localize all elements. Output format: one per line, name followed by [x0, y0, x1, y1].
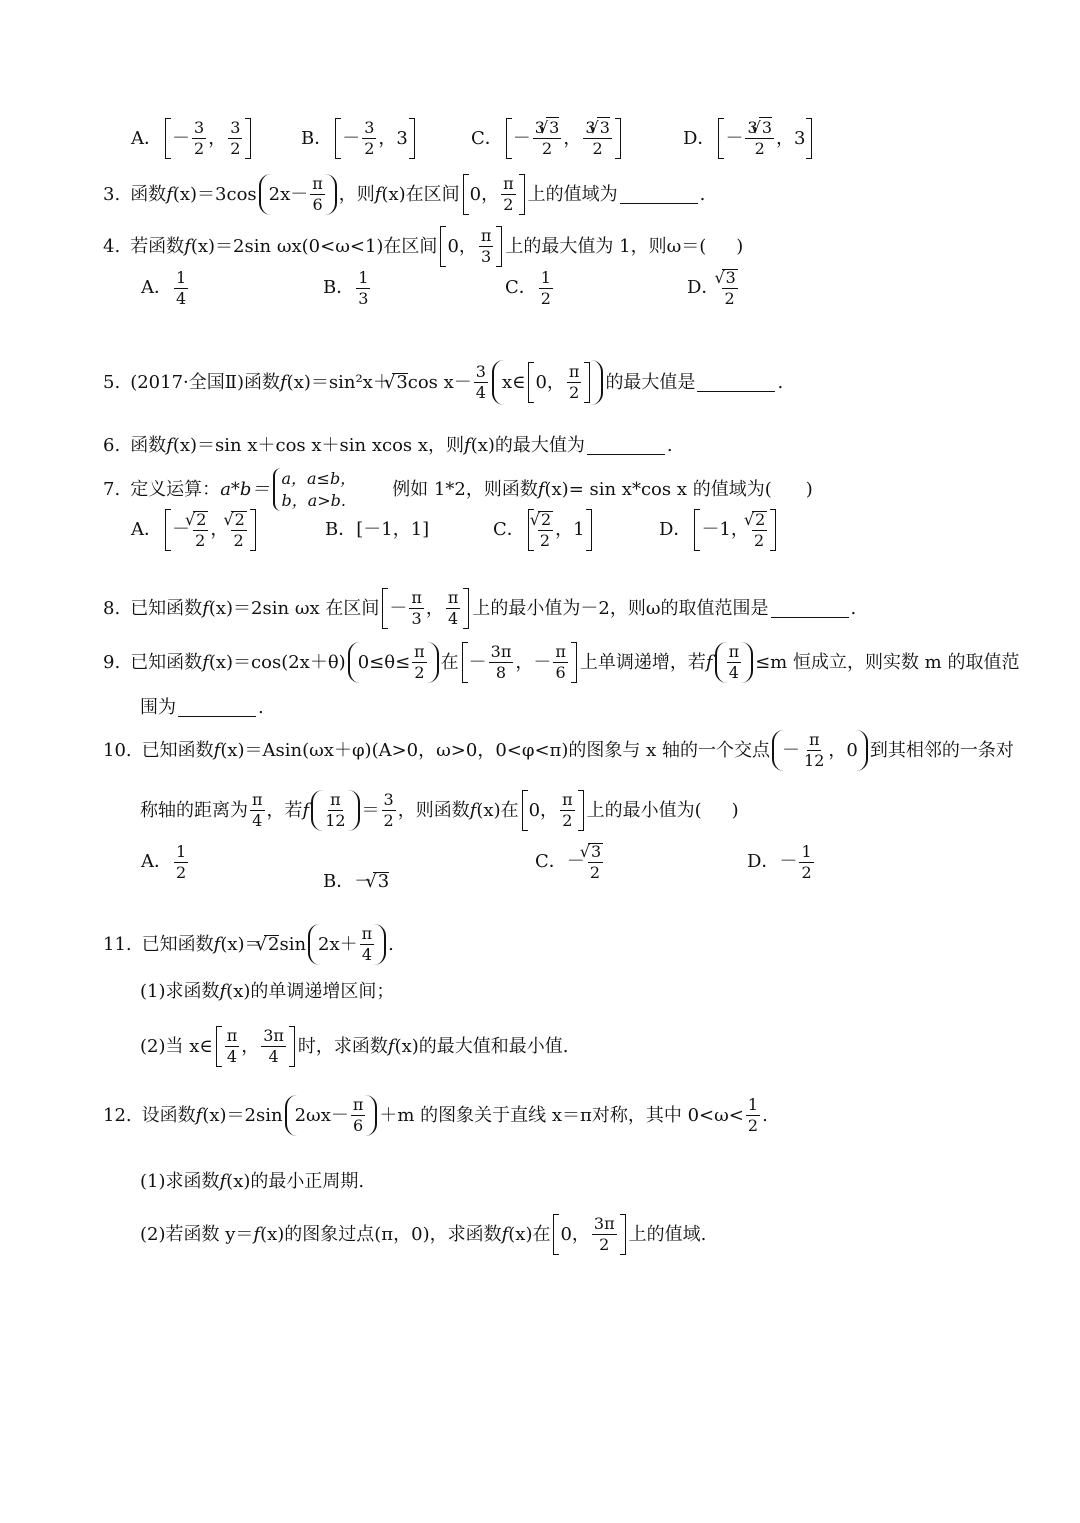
interval-bracket: － $\frac{3√ 3}{2}$ ， 3: [718, 118, 812, 159]
interval-bracket: √ $\frac{2}{2}$ ， 1: [528, 509, 592, 551]
paren: x∈ 0， $\frac{\pi}{2}$: [492, 360, 603, 405]
interval-bracket: － $\frac{3}{2}$ ， $\frac{3}{2}$: [165, 118, 251, 159]
question-7: 7. 定义运算： a*b＝ a，a≤b， b，a>b. 例如 1*2，则函数 f (x)= sin x*cos x 的值域为( ): [103, 469, 813, 510]
interval-bracket: － $\frac{3√ 3}{2}$ ， $\frac{3√ 3}{2}$: [506, 118, 621, 159]
q7-option-b[interactable]: B． [－1，1]: [325, 519, 430, 540]
piecewise-brace: a，a≤b， b，a>b.: [273, 468, 356, 511]
question-5: 5. (2017·全国Ⅱ)函数 f (x)＝sin²x＋ √ 3 cos x－ $\frac{3}{4}$ x∈ 0， $\frac{\pi}{2}$ 的最大值是 .: [103, 360, 783, 405]
interval-bracket: 0， $\frac{\pi}{2}$: [528, 362, 590, 403]
question-11-part-2: (2)当 x∈ $\frac{\pi}{4}$ ， $\frac{3\pi}{4}$ 时，求函数 f (x)的最大值和最小值.: [140, 1026, 569, 1066]
answer-blank[interactable]: [771, 599, 849, 618]
answer-blank[interactable]: [587, 436, 665, 455]
paren: $\frac{\pi}{4}$: [715, 642, 754, 683]
interval-bracket: $\frac{\pi}{4}$ ， $\frac{3\pi}{4}$: [216, 1026, 295, 1067]
q7-option-d[interactable]: D． －1， √ $\frac{2}{2}$: [659, 509, 779, 551]
question-11-part-1: (1)求函数 f (x)的单调递增区间；: [140, 981, 395, 1002]
q4-option-a[interactable]: A． $\frac{1}{4}$: [141, 267, 187, 308]
q2-option-d[interactable]: D． － $\frac{3√ 3}{2}$ ， 3: [683, 118, 815, 159]
q7-option-c[interactable]: C． √ $\frac{2}{2}$ ， 1: [493, 509, 595, 551]
q10-option-d[interactable]: D． － $\frac{1}{2}$: [747, 841, 812, 882]
question-10-cont: 称轴的距离为 $\frac{\pi}{4}$ ，若 f $\frac{\pi}{12}$ ＝ $\frac{3}{2}$ ，则函数 f (x)在 0， $\frac{\pi}{2}$ 上的最小值为( ): [140, 790, 739, 830]
question-12: 12. 设函数 f (x)＝2sin 2ωx－ $\frac{\pi}{6}$ ＋m 的图象关于直线 x＝π对称，其中 0<ω< $\frac{1}{2}$ .: [103, 1095, 768, 1135]
question-10: 10. 已知函数 f (x)＝Asin(ωx＋φ)(A>0，ω>0，0<φ<π)的图象与 x 轴的一个交点 － $\frac{\pi}{12}$ ， 0 到其相邻的一条对: [103, 730, 1014, 770]
q7-option-a[interactable]: A． － √ $\frac{2}{2}$ ， √ $\frac{2}{2}$: [131, 509, 259, 551]
answer-blank[interactable]: [178, 698, 256, 717]
question-9: 9. 已知函数 f (x)＝cos(2x＋θ) 0≤θ≤ $\frac{\pi}{2}$ 在 － $\frac{3\pi}{8}$ ，－ $\frac{\pi}{6}$ 上单调递增，若 f $\frac{\pi}{4}$ ≤m 恒成立，则实数 m 的取值范: [103, 642, 1020, 682]
interval-bracket: － √ $\frac{2}{2}$ ， √ $\frac{2}{2}$: [165, 509, 256, 551]
paren: － $\frac{\pi}{12}$ ， 0: [772, 730, 868, 771]
interval-bracket: － $\frac{\pi}{3}$ ， $\frac{\pi}{4}$: [382, 588, 469, 629]
question-6: 6. 函数 f (x)＝sin x＋cos x＋sin xcos x，则 f (x)的最大值为 .: [103, 434, 673, 456]
question-8: 8. 已知函数 f (x)＝2sin ωx 在区间 － $\frac{\pi}{3}$ ， $\frac{\pi}{4}$ 上的最小值为－2，则ω的取值范围是 .: [103, 588, 857, 628]
q10-option-a[interactable]: A． $\frac{1}{2}$: [141, 841, 187, 882]
q10-option-c[interactable]: C． － √ $\frac{3}{2}$: [535, 843, 605, 881]
question-11: 11. 已知函数 f (x)＝ √ 2 sin 2x＋ $\frac{\pi}{4}$ .: [103, 924, 394, 965]
interval-bracket: － $\frac{3\pi}{8}$ ，－ $\frac{\pi}{6}$: [462, 642, 577, 683]
q10-option-b[interactable]: B． － √ 3: [323, 872, 389, 891]
q2-option-b[interactable]: B． － $\frac{3}{2}$ ， 3: [301, 118, 418, 159]
q4-option-b[interactable]: B． $\frac{1}{3}$: [323, 267, 369, 308]
q4-option-c[interactable]: C． $\frac{1}{2}$: [505, 267, 551, 308]
question-3: 3. 函数 f (x)＝3cos 2x－ $\frac{\pi}{6}$ ，则 f (x)在区间 0， $\frac{\pi}{2}$ 上的值域为 .: [103, 174, 706, 214]
q4-option-d[interactable]: D． √ $\frac{3}{2}$: [687, 269, 740, 307]
paren: 2ωx－ $\frac{\pi}{6}$: [285, 1095, 378, 1136]
q2-option-a[interactable]: A． － $\frac{3}{2}$ ， $\frac{3}{2}$: [131, 118, 254, 159]
answer-blank[interactable]: [697, 373, 775, 392]
interval-bracket: 0， $\frac{\pi}{3}$: [440, 226, 502, 267]
question-4: 4. 若函数 f (x)＝2sin ωx(0<ω<1)在区间 0， $\frac{\pi}{3}$ 上的最大值为 1，则ω＝( ): [103, 226, 744, 266]
interval-bracket: －1， √ $\frac{2}{2}$: [694, 509, 776, 551]
interval-bracket: 0， $\frac{\pi}{2}$: [522, 790, 584, 831]
paren: 2x－ $\frac{\pi}{6}$: [259, 174, 337, 215]
interval-bracket: － $\frac{3}{2}$ ， 3: [335, 118, 415, 159]
answer-blank[interactable]: [620, 185, 698, 204]
paren: 2x＋ $\frac{\pi}{4}$: [308, 924, 386, 965]
question-12-part-2: (2)若函数 y＝ f (x)的图象过点(π，0)，求函数 f (x)在 0， $\frac{3\pi}{2}$ 上的值域.: [140, 1214, 707, 1254]
question-9-cont: 围为 .: [140, 696, 264, 718]
interval-bracket: 0， $\frac{\pi}{2}$: [463, 174, 525, 215]
interval-bracket: 0， $\frac{3\pi}{2}$: [553, 1214, 625, 1255]
question-12-part-1: (1)求函数 f (x)的最小正周期.: [140, 1171, 365, 1192]
q2-option-c[interactable]: C． － $\frac{3√ 3}{2}$ ， $\frac{3√ 3}{2}$: [471, 118, 624, 159]
paren: $\frac{\pi}{12}$: [311, 790, 359, 831]
paren: 0≤θ≤ $\frac{\pi}{2}$: [348, 642, 439, 683]
